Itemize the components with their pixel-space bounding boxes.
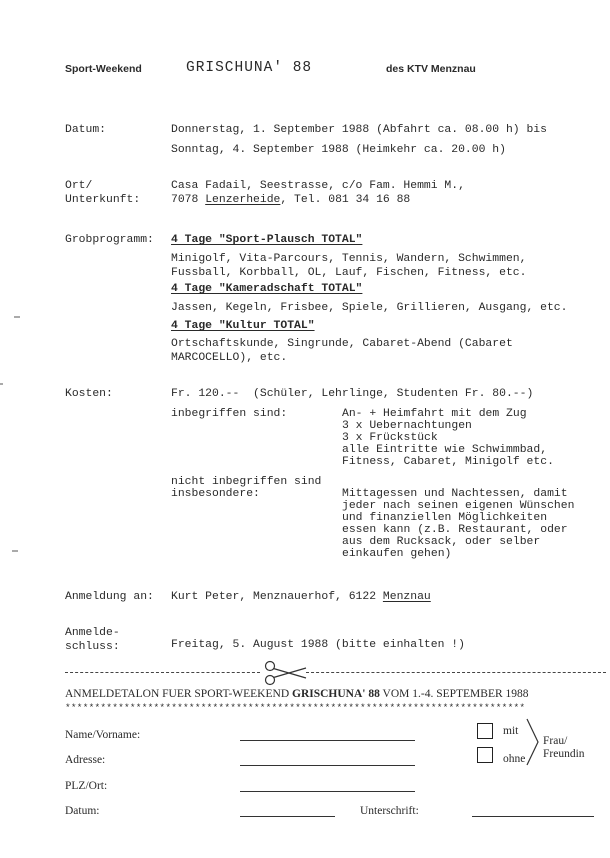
- header-left: Sport-Weekend: [65, 63, 142, 75]
- header-right: des KTV Menznau: [386, 63, 476, 75]
- scissors-icon: [262, 659, 308, 687]
- field-label-datum: Datum:: [65, 805, 100, 817]
- ort-place: Lenzerheide: [205, 194, 281, 206]
- unterschrift-input-line[interactable]: [472, 816, 594, 817]
- programm-title-kameradschaft: 4 Tage "Kameradschaft TOTAL": [171, 283, 363, 295]
- datum-line2: Sonntag, 4. September 1988 (Heimkehr ca. 20.00 h): [171, 144, 506, 156]
- programm-sport-line2: Fussball, Korbball, OL, Lauf, Fischen, Fitness, etc.: [171, 267, 527, 279]
- plz-ort-input-line[interactable]: [240, 791, 415, 792]
- ort-phone: , Tel. 081 34 16 88: [280, 194, 411, 206]
- partner-label-2: Freundin: [543, 748, 585, 760]
- programm-sport-line1: Minigolf, Vita-Parcours, Tennis, Wandern, Schwimmen,: [171, 253, 527, 265]
- cut-line-right: [306, 672, 606, 673]
- ort-label-1: Ort/: [65, 180, 93, 192]
- unterschrift-label: Unterschrift:: [360, 805, 419, 817]
- talon-title: [65, 689, 529, 701]
- anmeldung-place: Menznau: [382, 591, 431, 603]
- kosten-excl-item: und finanziellen Möglichkeiten: [342, 512, 548, 524]
- datum-label: Datum:: [65, 124, 107, 136]
- schluss-label-2: schluss:: [65, 641, 120, 653]
- kosten-incl-item: 3 x Frückstück: [342, 432, 438, 444]
- datum-input-line[interactable]: [240, 816, 335, 817]
- datum-line1: Donnerstag, 1. September 1988 (Abfahrt ca. 08.00 h) bis: [171, 124, 547, 136]
- kosten-price: Fr. 120.-- (Schüler, Lehrlinge, Studenten Fr. 80.--): [171, 388, 534, 400]
- kosten-excl-item: aus dem Rucksack, oder selber: [342, 536, 541, 548]
- kosten-excl-label-2: insbesondere:: [171, 488, 260, 500]
- schluss-label-1: Anmelde-: [65, 627, 120, 639]
- ort-line1: Casa Fadail, Seestrasse, c/o Fam. Hemmi M.,: [171, 180, 465, 192]
- kosten-excl-label-1: nicht inbegriffen sind: [171, 476, 322, 488]
- ort-label-2: Unterkunft:: [65, 194, 141, 206]
- kosten-incl-item: An- + Heimfahrt mit dem Zug: [342, 408, 527, 420]
- programm-kultur-line1: Ortschaftskunde, Singrunde, Cabaret-Abend (Cabaret: [171, 338, 513, 350]
- anmeldung-address: Kurt Peter, Menznauerhof, 6122: [171, 591, 383, 603]
- kosten-excl-item: jeder nach seinen eigenen Wünschen: [342, 500, 575, 512]
- schluss-value: Freitag, 5. August 1988 (bitte einhalten !): [171, 639, 465, 651]
- name-input-line[interactable]: [240, 740, 415, 741]
- programm-kameradschaft-line1: Jassen, Kegeln, Frisbee, Spiele, Grillieren, Ausgang, etc.: [171, 302, 568, 314]
- programm-title-sport: 4 Tage "Sport-Plausch TOTAL": [171, 234, 363, 246]
- header-title: GRISCHUNA' 88: [186, 60, 313, 76]
- ohne-checkbox[interactable]: [477, 747, 493, 763]
- scan-mark: [14, 316, 20, 318]
- kosten-label: Kosten:: [65, 388, 113, 400]
- anmeldung-label: Anmeldung an:: [65, 591, 154, 603]
- kosten-incl-item: Fitness, Cabaret, Minigolf etc.: [342, 456, 554, 468]
- talon-stars: ******************************************************************************: [65, 702, 526, 713]
- field-label-adresse: Adresse:: [65, 754, 106, 766]
- mit-checkbox[interactable]: [477, 723, 493, 739]
- ort-postcode: 7078: [171, 194, 206, 206]
- kosten-incl-item: 3 x Uebernachtungen: [342, 420, 472, 432]
- kosten-incl-item: alle Eintritte wie Schwimmbad,: [342, 444, 548, 456]
- anmeldung-value: [171, 592, 431, 603]
- scan-mark: [12, 550, 18, 552]
- programm-kultur-line2: MARCOCELLO), etc.: [171, 352, 288, 364]
- kosten-excl-item: essen kann (z.B. Restaurant, oder: [342, 524, 568, 536]
- kosten-excl-item: Mittagessen und Nachtessen, damit: [342, 488, 568, 500]
- talon-title-dates: VOM 1.-4. SEPTEMBER 1988: [379, 688, 529, 700]
- kosten-excl-item: einkaufen gehen): [342, 548, 452, 560]
- scan-mark: [0, 383, 3, 385]
- partner-label-1: Frau/: [543, 735, 568, 747]
- programm-label: Grobprogramm:: [65, 234, 154, 246]
- ohne-label: ohne: [503, 753, 526, 765]
- programm-title-kultur: 4 Tage "Kultur TOTAL": [171, 320, 315, 332]
- talon-title-event: GRISCHUNA' 88: [292, 688, 380, 700]
- field-label-name: Name/Vorname:: [65, 729, 141, 741]
- cut-line-left: [65, 672, 260, 673]
- mit-label: mit: [503, 725, 519, 737]
- talon-title-start: ANMELDETALON FUER SPORT-WEEKEND: [65, 688, 292, 700]
- bracket-icon: [526, 718, 540, 766]
- field-label-plz-ort: PLZ/Ort:: [65, 780, 108, 792]
- ort-line2: [171, 195, 410, 206]
- kosten-incl-label: inbegriffen sind:: [171, 408, 288, 420]
- adresse-input-line[interactable]: [240, 765, 415, 766]
